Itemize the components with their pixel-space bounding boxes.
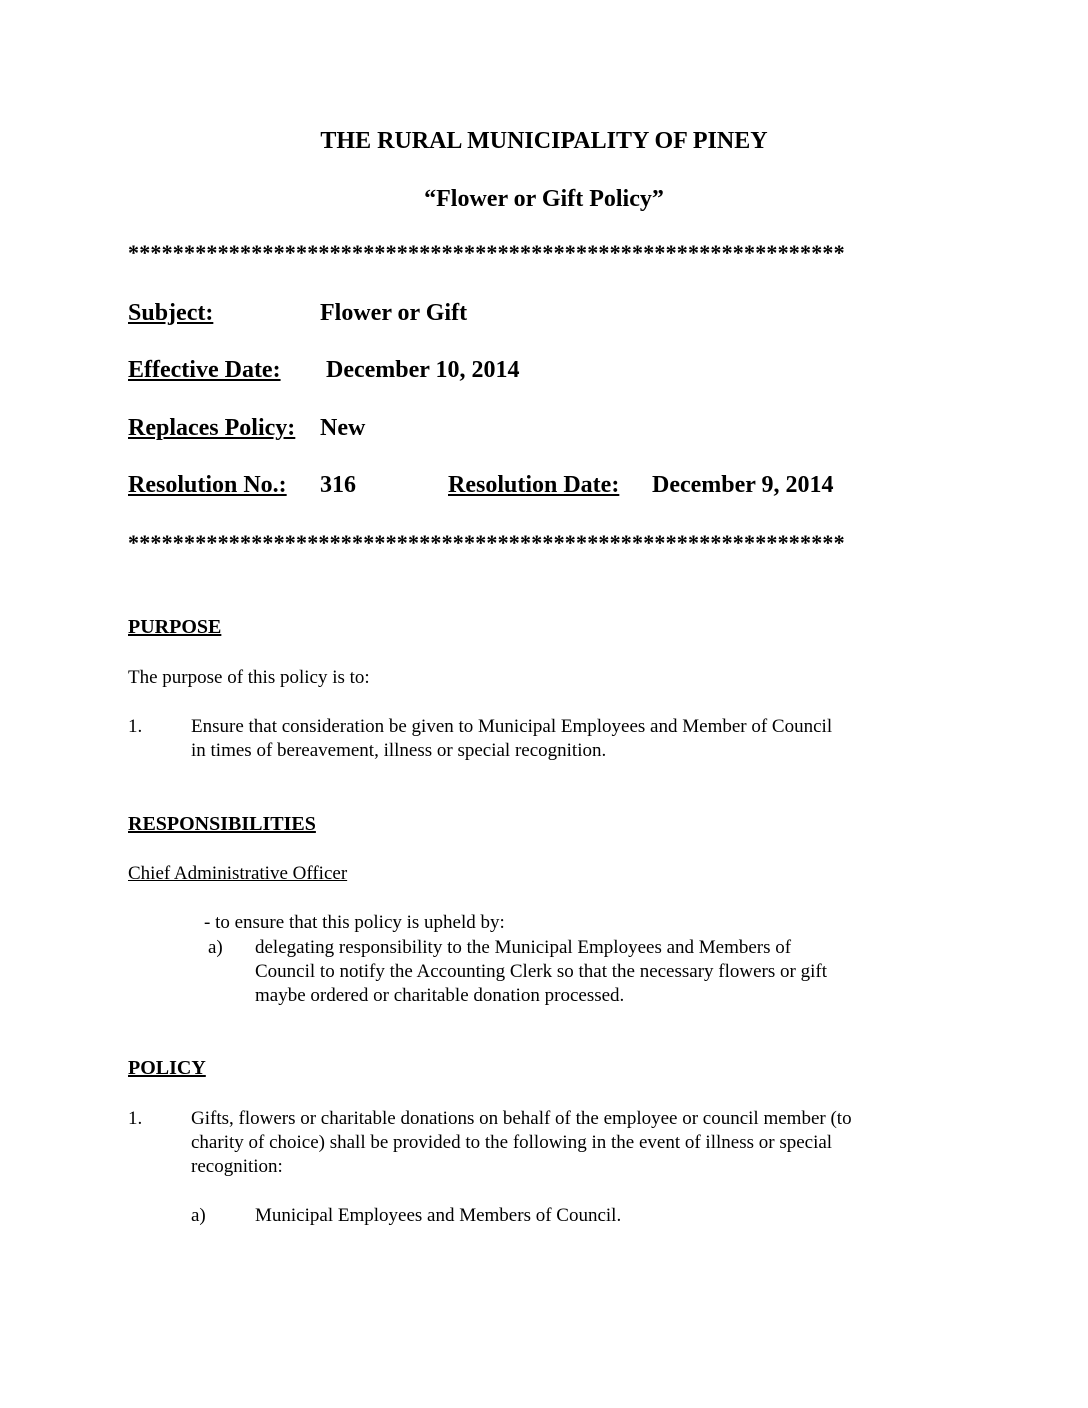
subject-value: Flower or Gift bbox=[320, 300, 468, 326]
policy-item-line-2: charity of choice) shall be provided to the following in the event of illness or special bbox=[191, 1132, 833, 1153]
resolution-no-label: Resolution No.: bbox=[128, 472, 287, 498]
purpose-item-number: 1. bbox=[128, 716, 143, 737]
policy-item-line-1: Gifts, flowers or charitable donations on behalf of the employee or council member (to bbox=[191, 1108, 852, 1129]
separator-bottom: **************************************************************** bbox=[128, 530, 845, 555]
responsibilities-heading: RESPONSIBILITIES bbox=[128, 813, 316, 835]
policy-sub-text: Municipal Employees and Members of Council. bbox=[255, 1205, 622, 1226]
replaces-policy-value: New bbox=[320, 415, 366, 441]
responsibility-bullet: - to ensure that this policy is upheld by: bbox=[204, 912, 505, 933]
responsibility-sub-line-1: delegating responsibility to the Municipal Employees and Members of bbox=[255, 937, 792, 958]
document-subtitle: “Flower or Gift Policy” bbox=[424, 186, 664, 212]
responsibility-sub-line-3: maybe ordered or charitable donation processed. bbox=[255, 985, 625, 1006]
resolution-date-label: Resolution Date: bbox=[448, 472, 620, 498]
responsibility-role: Chief Administrative Officer bbox=[128, 863, 348, 884]
replaces-policy-label: Replaces Policy: bbox=[128, 415, 296, 441]
purpose-item-line-2: in times of bereavement, illness or special recognition. bbox=[191, 740, 607, 761]
responsibility-sub-line-2: Council to notify the Accounting Clerk so that the necessary flowers or gift bbox=[255, 961, 827, 982]
resolution-no-value: 316 bbox=[320, 472, 356, 498]
separator-top: **************************************************************** bbox=[128, 240, 845, 265]
effective-date-value: December 10, 2014 bbox=[326, 357, 520, 383]
effective-date-label: Effective Date: bbox=[128, 357, 281, 383]
resolution-date-value: December 9, 2014 bbox=[652, 472, 834, 498]
policy-item-line-3: recognition: bbox=[191, 1156, 283, 1177]
responsibility-sub-letter: a) bbox=[208, 937, 223, 958]
purpose-item-line-1: Ensure that consideration be given to Municipal Employees and Member of Council bbox=[191, 716, 833, 737]
policy-sub-letter: a) bbox=[191, 1205, 206, 1226]
subject-label: Subject: bbox=[128, 300, 214, 326]
policy-item-number: 1. bbox=[128, 1108, 143, 1129]
policy-heading: POLICY bbox=[128, 1057, 206, 1079]
document-title: THE RURAL MUNICIPALITY OF PINEY bbox=[320, 128, 768, 154]
purpose-intro: The purpose of this policy is to: bbox=[128, 667, 370, 688]
purpose-heading: PURPOSE bbox=[128, 616, 222, 638]
